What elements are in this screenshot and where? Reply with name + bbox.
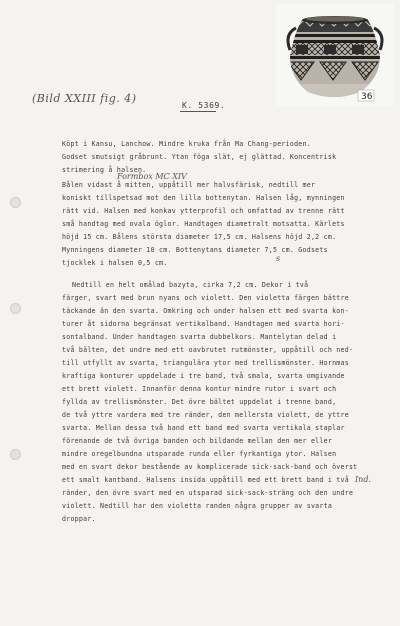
plate-reference-annotation: (Bild XXIII fig. 4) (32, 92, 137, 105)
text-line: kraftiga konturer uppdelade i tre band, två smala, svarta omgivande (62, 372, 345, 380)
text-line: Godset smutsigt gråbrunt. Ytan föga slät, ej glättad. Koncentrisk (62, 153, 337, 161)
text-line: koniskt tillspetsad mot den lilla bottenytan. Halsen låg, mynningen (62, 194, 345, 202)
catalogue-underline (180, 111, 216, 112)
text-line: fyllda av trellismönster. Det övre bältet uppdelat i trenne band, (62, 398, 337, 406)
text-line: violett. Nedtill har den violetta randen några grupper av svarta (62, 502, 333, 510)
text-line: rätt vid. Halsen med konkav ytterprofil och omfattad av trenne rätt (62, 207, 345, 215)
text-line: täckande än den svarta. Omkring och under halsen ett med svarta kon- (62, 307, 349, 315)
punch-hole (10, 303, 21, 314)
text-line: färger, svart med brun nyans och violett. Den violetta färgen bättre (62, 294, 349, 302)
text-line: ränder, den övre svart med en utsparad sick-sack-sträng och den undre (62, 489, 354, 497)
text-line: sontalband. Under handtagen svarta dubbelkors. Mantelytan delad i (62, 333, 337, 341)
vessel-photo (276, 4, 394, 106)
text-line: Mynningens diameter 10 cm. Bottenytans diameter 7,5 cm. Godsets (62, 246, 328, 254)
handwritten-insert: s (276, 254, 281, 263)
text-line: tjocklek i halsen 0,5 cm. (62, 259, 168, 267)
text-line: till utfyllt av svarta, triangulära ytor med trellismönster. Hornmas (62, 359, 349, 367)
text-line: de två yttre vardera med tre ränder, den mellersta violett, de yttre (62, 411, 349, 419)
text-line: turer åt sidorna begränsat vertikalband. Handtagen med svarta hori- (62, 320, 345, 328)
handwritten-insert: Ind. (355, 475, 371, 484)
text-line: svarta. Mellan dessa två band ett band med svarta vertikala staplar (62, 424, 345, 432)
punch-hole (10, 197, 21, 208)
text-line: med en svart dekor bestående av komplicerade sick-sack-band och överst (62, 463, 358, 471)
catalogue-number: K. 5369. (182, 101, 226, 110)
text-line: Köpt i Kansu, Lanchow. Mindre kruka från Ma Chang-perioden. (62, 140, 311, 148)
text-line: Bålen vidast å mitten, uppåtill mer halvsfärisk, nedtill mer (62, 181, 316, 189)
text-line: ett brett violett. Innanför denna kontur mindre rutor i svart och (62, 385, 337, 393)
text-line: Nedtill en helt omålad bazyta, cirka 7,2 cm. Dekor i två (72, 281, 309, 289)
text-line: höjd 15 cm. Bålens största diameter 17,5 cm. Halsens höjd 2,2 cm. (62, 233, 337, 241)
text-line: droppar. (62, 515, 96, 523)
text-line: förenande de två övriga banden och bildande mellan den mer eller (62, 437, 333, 445)
text-line: små handtag med ovala öglor. Handtagen diametralt motsatta. Kärlets (62, 220, 345, 228)
text-line: strimering å halsen. (62, 166, 147, 174)
photo-number-label: 36 (361, 92, 373, 102)
text-line: ett smalt kantband. Halsens insida uppåtill med ett brett band i två (62, 476, 349, 484)
text-line: mindre oregelbundna utsparade runda eller fyrkantiga ytor. Halsen (62, 450, 337, 458)
handwritten-insert: Formbox MC XIV (117, 172, 187, 181)
text-line: två bälten, det undre med ett oavbrutet rutmönster, uppåtill och ned- (62, 346, 354, 354)
punch-hole (10, 449, 21, 460)
